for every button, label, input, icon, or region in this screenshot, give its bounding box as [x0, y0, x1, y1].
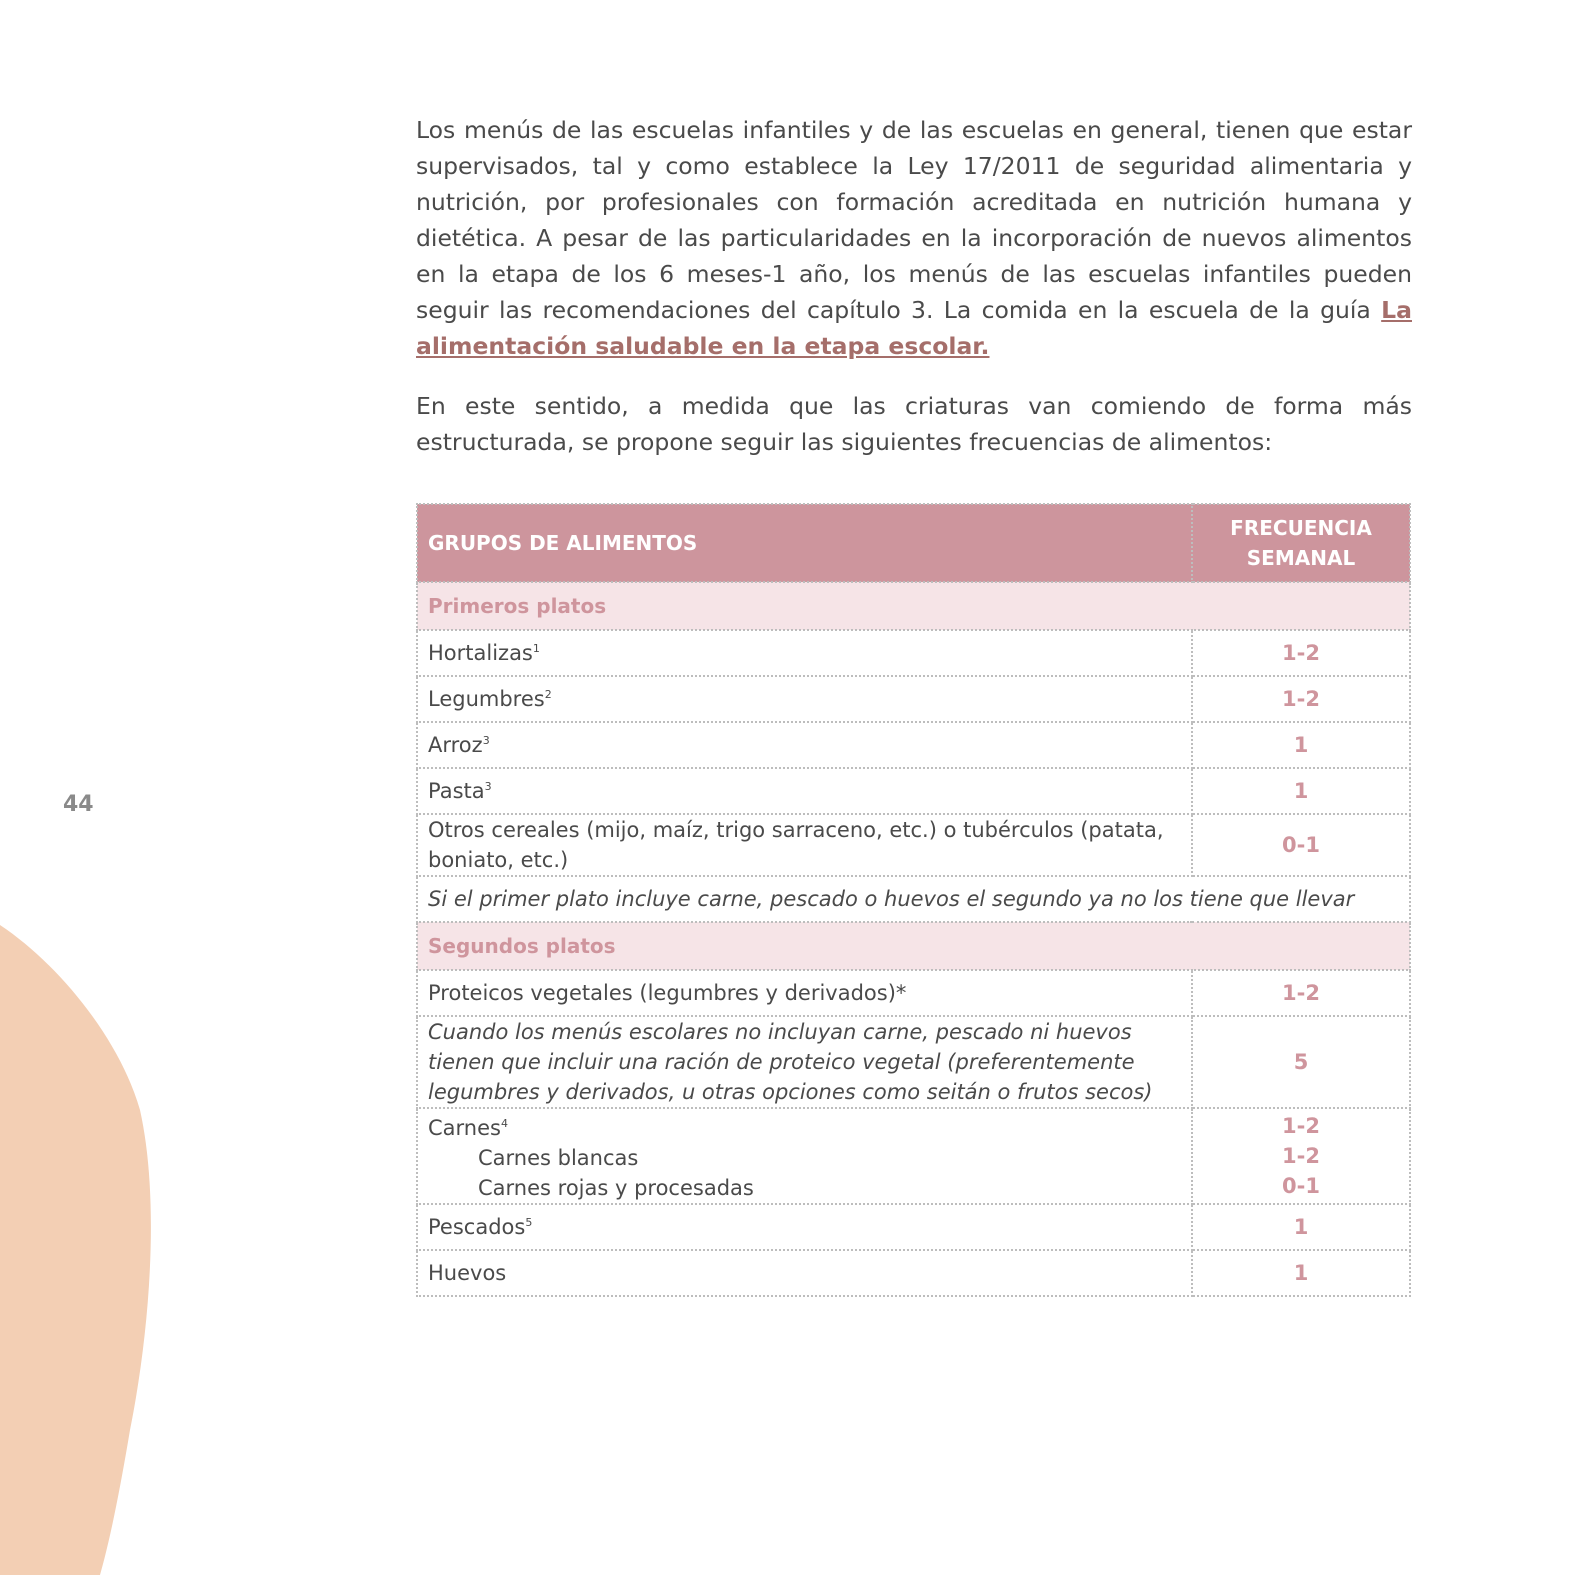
food-name: Pasta$^3$: [417, 768, 1192, 814]
table-row: [417, 1250, 1410, 1296]
table-row: [417, 970, 1410, 1016]
decorative-blob: [0, 0, 160, 1575]
header-frequency-line1: FRECUENCIA: [1230, 516, 1372, 540]
table-header-row: [417, 504, 1410, 582]
intro-text: Los menús de las escuelas infantiles y de las escuelas en general, tienen que estar supervisados, tal y como establece la Ley 17/2011 de seguridad alimentaria y nutrición, por profesionales con formación acreditada en nutrición humana y dietética. A pesar de las particularidades en la incorporación de nuevos alimentos en la etapa de los 6 meses-1 año, los menús de las escuelas infantiles pueden seguir las recomendaciones del capítulo 3. La comida en la escuela de la guía: [416, 116, 1412, 324]
frequency-value: 1: [1192, 768, 1410, 814]
frequency-value: 1: [1192, 722, 1410, 768]
table-row: [417, 1108, 1410, 1204]
table-row: [417, 1204, 1410, 1250]
food-name: Otros cereales (mijo, maíz, trigo sarraceno, etc.) o tubérculos (patata, boniato, etc.): [417, 814, 1192, 876]
food-name: Legumbres$^2$: [417, 676, 1192, 722]
food-name: Proteicos vegetales (legumbres y derivados)*: [417, 970, 1192, 1016]
header-frequency: [1192, 504, 1410, 582]
food-name: Carnes$^4$ Carnes blancas Carnes rojas y procesadas: [417, 1108, 1192, 1204]
food-name: Cuando los menús escolares no incluyan carne, pescado ni huevos tienen que incluir una ración de proteico vegetal (preferentemente legumbres y derivados, u otras opciones como seitán o frutos secos): [417, 1016, 1192, 1108]
section-title: Segundos platos: [417, 922, 1410, 970]
table-row: [417, 768, 1410, 814]
frequency-value: 1-2: [1192, 970, 1410, 1016]
table-row: [417, 1016, 1410, 1108]
intro-paragraph: [416, 112, 1412, 364]
frequency-value: 1: [1192, 1250, 1410, 1296]
guide-link[interactable]: La alimentación saludable en la etapa escolar.: [416, 296, 1412, 360]
food-name: Huevos: [417, 1250, 1192, 1296]
food-name: Pescados$^5$: [417, 1204, 1192, 1250]
page-number: 44: [63, 792, 94, 817]
section-title: Primeros platos: [417, 582, 1410, 630]
frequency-value: 5: [1192, 1016, 1410, 1108]
frequency-value: 1: [1192, 1204, 1410, 1250]
frequency-value: 1-2: [1192, 676, 1410, 722]
section-row-primeros: [417, 582, 1410, 630]
table-row: [417, 630, 1410, 676]
sub-item: Carnes blancas: [478, 1146, 639, 1170]
frequency-value: 1-2: [1192, 630, 1410, 676]
table-row: [417, 814, 1410, 876]
food-name: Arroz$^3$: [417, 722, 1192, 768]
primeros-note: Si el primer plato incluye carne, pescado o huevos el segundo ya no los tiene que llevar: [417, 876, 1410, 922]
food-name: Hortalizas$^1$: [417, 630, 1192, 676]
header-groups: GRUPOS DE ALIMENTOS: [417, 504, 1192, 582]
sub-item: Carnes rojas y procesadas: [478, 1176, 754, 1200]
frequency-value: 1-2 1-2 0-1: [1192, 1108, 1410, 1204]
header-frequency-line2: SEMANAL: [1246, 546, 1356, 570]
table-row: [417, 722, 1410, 768]
note-row: [417, 876, 1410, 922]
body-text: [416, 112, 1412, 484]
food-frequency-table: [416, 503, 1411, 1297]
table-row: [417, 676, 1410, 722]
frequency-value: 0-1: [1192, 814, 1410, 876]
section-row-segundos: [417, 922, 1410, 970]
frequency-intro-paragraph: En este sentido, a medida que las criaturas van comiendo de forma más estructurada, se propone seguir las siguientes frecuencias de alimentos:: [416, 392, 1412, 456]
